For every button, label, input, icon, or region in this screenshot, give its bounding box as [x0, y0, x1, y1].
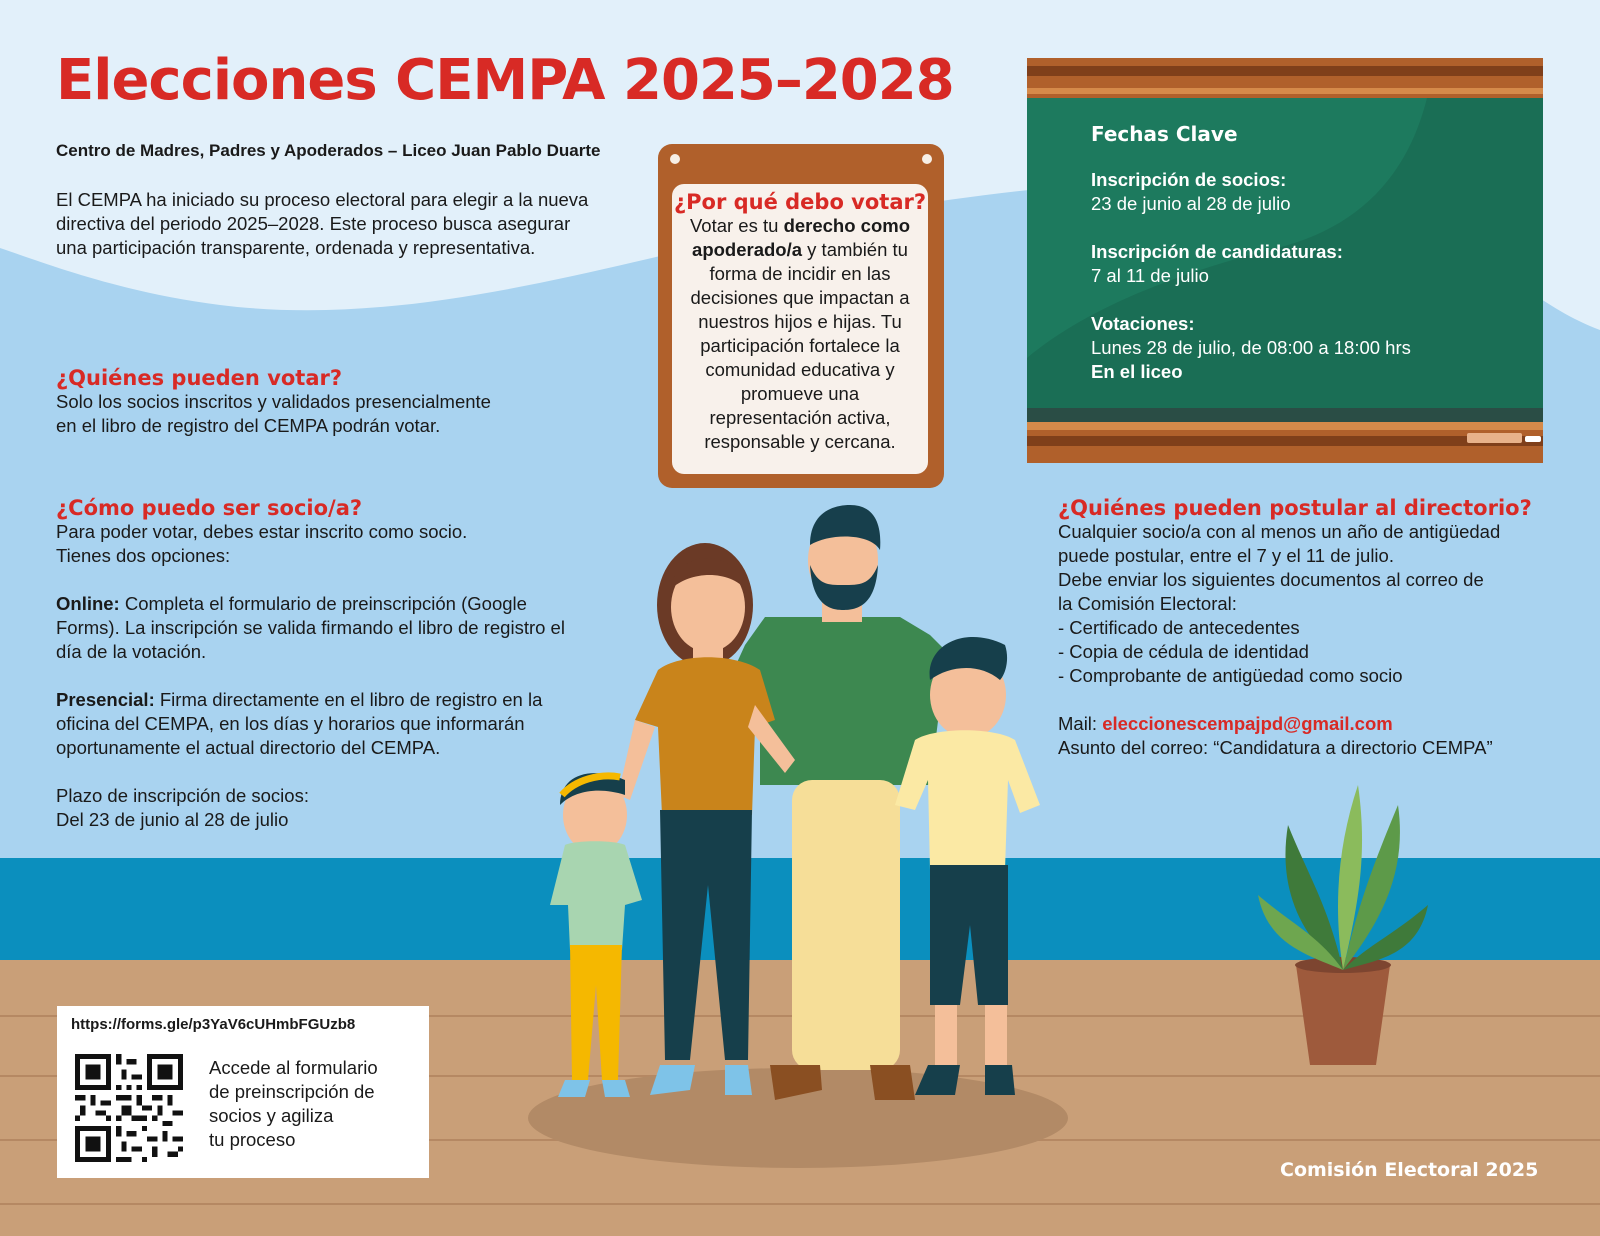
- email-link[interactable]: eleccionescempajpd@gmail.com: [1102, 713, 1393, 734]
- por-que-votar-sign: [658, 144, 944, 488]
- family-illustration: [530, 505, 1070, 1125]
- page-title: Elecciones CEMPA 2025–2028: [56, 48, 954, 113]
- fecha-item-votaciones: Votaciones: Lunes 28 de julio, de 08:00 a 18:00 hrs En el liceo: [1091, 313, 1411, 382]
- presencial-label: Presencial:: [56, 689, 155, 710]
- form-url[interactable]: https://forms.gle/p3YaV6cUHmbFGUzb8: [71, 1016, 356, 1033]
- page-subtitle: Centro de Madres, Padres y Apoderados – Liceo Juan Pablo Duarte: [56, 141, 601, 160]
- quienes-votar-text: Solo los socios inscritos y validados presencialmente en el libro de registro del CEMPA podrán votar.: [56, 391, 491, 436]
- como-socio-heading: ¿Cómo puedo ser socio/a?: [56, 496, 363, 520]
- qr-description: Accede al formulario de preinscripción de socios y agiliza tu proceso: [209, 1057, 378, 1150]
- intro-paragraph: El CEMPA ha iniciado su proceso electoral para elegir a la nueva directiva del periodo 2025–2028. Este proceso busca asegurar una participación transparente, ordenada y representativa.: [56, 189, 589, 258]
- online-label: Online:: [56, 593, 120, 614]
- postular-heading: ¿Quiénes pueden postular al directorio?: [1058, 496, 1532, 520]
- section-postular: [1058, 496, 1532, 760]
- qr-code-icon[interactable]: [75, 1054, 183, 1162]
- nail-icon: [670, 154, 680, 164]
- section-como-socio: [56, 496, 565, 832]
- por-que-heading: ¿Por qué debo votar?: [673, 190, 927, 214]
- qr-card: [57, 1006, 429, 1178]
- fechas-clave-board: [1027, 58, 1543, 463]
- footer-credit: Comisión Electoral 2025: [1280, 1159, 1539, 1181]
- quienes-votar-heading: ¿Quiénes pueden votar?: [56, 366, 343, 390]
- fechas-heading: Fechas Clave: [1091, 122, 1238, 146]
- por-que-text: Votar es tu derecho como apoderado/a y también tu forma de incidir en las decisiones que impactan a nuestros hijos e hijas. Tu participación fortalece la comunidad educativa y promueve una representación activa, responsable y cercana.: [689, 215, 911, 452]
- fecha-item-candidaturas: Inscripción de candidaturas: 7 al 11 de julio: [1091, 241, 1343, 286]
- section-quienes-votar: [56, 366, 491, 438]
- fecha-item-socios: Inscripción de socios: 23 de junio al 28 de julio: [1091, 169, 1291, 214]
- plant-illustration: [1258, 785, 1428, 1070]
- postular-text: Cualquier socio/a con al menos un año de antigüedad puede postular, entre el 7 y el 11 de julio. Debe enviar los siguientes documentos al correo de la Comisión Electoral: - Certificado de antecedentes - Copia de cédula de identidad - Comprobante de antigüedad como socio Mail: eleccionescempajpd@gmail.com Asunto del correo: “Candidatura a directorio CEMPA”: [1058, 521, 1501, 758]
- nail-icon: [922, 154, 932, 164]
- como-socio-text: Para poder votar, debes estar inscrito como socio. Tienes dos opciones: Online: Completa el formulario de preinscripción (Google Forms). La inscripción se valida firmando el libro de registro el día de la votación. Presencial: Firma directamente en el libro de registro en la oficina del CEMPA, en los días y horarios que informarán oportunamente el actual directorio del CEMPA. Plazo de inscripción de socios: Del 23 de junio al 28 de julio: [56, 521, 565, 830]
